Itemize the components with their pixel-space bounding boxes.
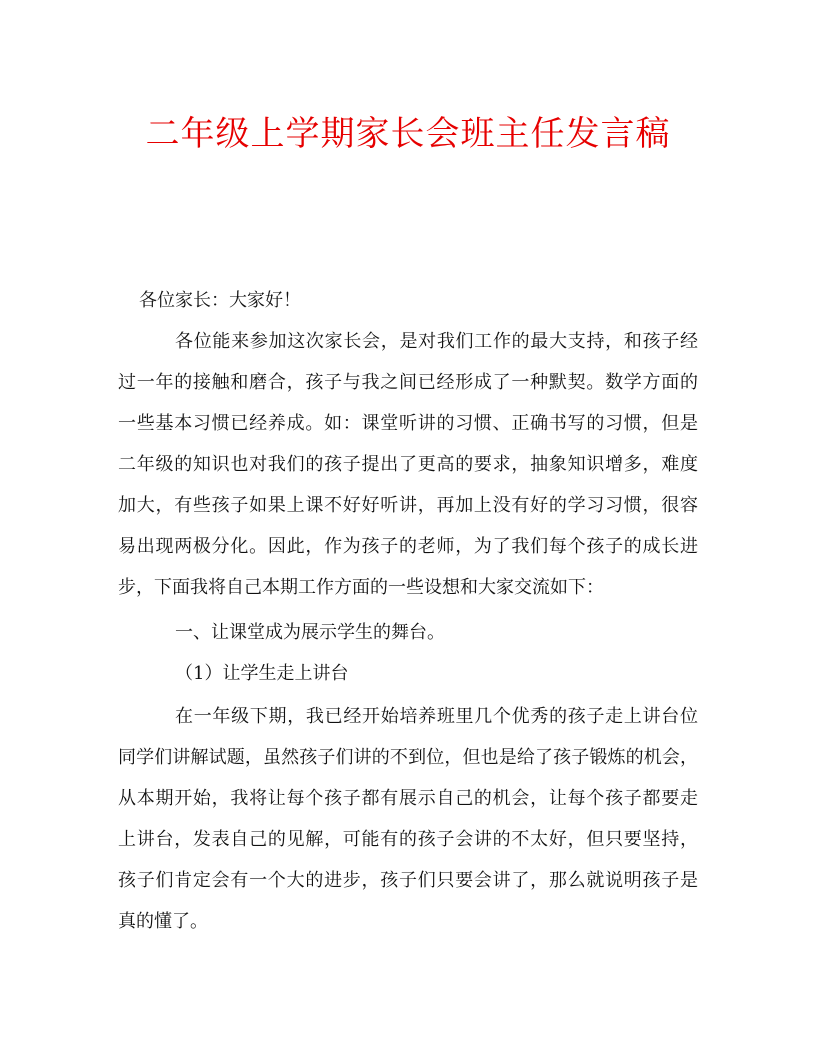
paragraph-line: 上讲台，发表自己的见解，可能有的孩子会讲的不太好，但只要坚持， [118,829,698,850]
paragraph-line: 过一年的接触和磨合，孩子与我之间已经形成了一种默契。数学方面的 [118,372,698,393]
paragraph-line: 同学们讲解试题，虽然孩子们讲的不到位，但也是给了孩子锻炼的机会， [118,747,698,768]
paragraph-line: 步，下面我将自己本期工作方面的一些设想和大家交流如下： [118,577,604,598]
paragraph-line: 从本期开始，我将让每个孩子都有展示自己的机会，让每个孩子都要走 [118,788,698,809]
document-title: 二年级上学期家长会班主任发言稿 [145,114,671,154]
section-heading: 一、让课堂成为展示学生的舞台。 [175,622,445,643]
paragraph-line: 孩子们肯定会有一个大的进步，孩子们只要会讲了，那么就说明孩子是 [118,870,698,891]
paragraph-line: 加大，有些孩子如果上课不好好听讲，再加上没有好的学习习惯，很容 [118,495,698,516]
paragraph-line: 易出现两极分化。因此，作为孩子的老师，为了我们每个孩子的成长进 [118,536,698,557]
paragraph-line: 在一年级下期，我已经开始培养班里几个优秀的孩子走上讲台位 [175,706,698,727]
greeting: 各位家长：大家好！ [139,290,301,311]
paragraph-line: 真的懂了。 [118,911,208,932]
subsection-heading: （1）让学生走上讲台 [175,663,349,684]
paragraph-line: 一些基本习惯已经养成。如：课堂听讲的习惯、正确书写的习惯，但是 [118,413,698,434]
paragraph-line: 各位能来参加这次家长会，是对我们工作的最大支持，和孩子经 [175,331,698,352]
paragraph-line: 二年级的知识也对我们的孩子提出了更高的要求，抽象知识增多，难度 [118,454,698,475]
